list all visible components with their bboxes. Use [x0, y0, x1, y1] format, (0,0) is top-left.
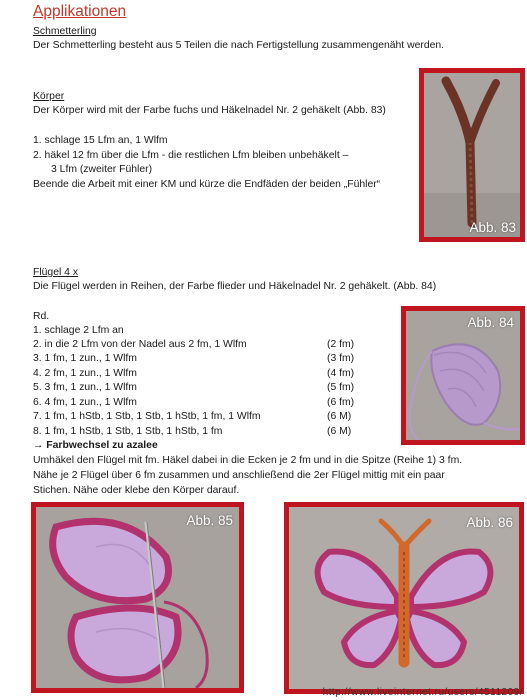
body-step-3: 3 Lfm (zweiter Fühler) [51, 164, 153, 175]
wing-row-result: (2 fm) [327, 339, 355, 350]
page-title: Applikationen [33, 3, 127, 20]
wing-row [33, 410, 373, 424]
body-step-2: 2. häkel 12 fm über die Lfm - die restlichen Lfm bleiben unbehäkelt – [33, 150, 349, 161]
wing-row [33, 381, 373, 395]
photo-label-abb-84: Abb. 84 [467, 315, 514, 330]
rd-label: Rd. [33, 311, 50, 322]
photo-abb-83 [419, 68, 525, 242]
watermark-url: http://www.liveinternet.ru/users/4511209/ [322, 687, 523, 698]
wing-row-result: (4 fm) [327, 368, 355, 379]
wings-description: Die Flügel werden in Reihen, der Farbe flieder und Häkelnadel Nr. 2 gehäkelt. (Abb. 84) [33, 281, 437, 292]
finish-line-3: Stichen. Nähe oder klebe den Körper darauf. [33, 485, 240, 496]
photo-label-abb-85: Abb. 85 [186, 513, 233, 528]
wing-row-text: 4. 2 fm, 1 zun., 1 Wlfm [33, 368, 137, 379]
wing-row-result: (6 M) [327, 426, 352, 437]
wing-row-result: (6 fm) [327, 397, 355, 408]
wings-heading: Flügel 4 x [33, 267, 79, 278]
finish-line-2: Nähe je 2 Flügel über 6 fm zusammen und anschließend die 2er Flügel mittig mit ein paar [33, 470, 445, 481]
wing-row-result: (3 fm) [327, 353, 355, 364]
intro-text: Der Schmetterling besteht aus 5 Teilen die nach Fertigstellung zusammengenäht werden. [33, 40, 445, 51]
photo-abb-85 [31, 502, 244, 693]
crochet-wing-image [406, 311, 520, 440]
wing-row [33, 324, 373, 338]
body-closing: Beende die Arbeit mit einer KM und kürze die Endfäden der beiden „Fühler“ [33, 179, 381, 190]
finish-line-1: Umhäkel den Flügel mit fm. Häkel dabei in die Ecken je 2 fm und in die Spitze (Reihe 1) 3 fm. [33, 455, 463, 466]
wing-row [33, 425, 373, 439]
photo-abb-84 [401, 306, 525, 445]
wing-row-text: 6. 4 fm, 1 zun., 1 Wlfm [33, 397, 137, 408]
color-change [33, 439, 158, 453]
wing-row [33, 367, 373, 381]
wing-row-text: 3. 1 fm, 1 zun., 1 Wlfm [33, 353, 137, 364]
wing-row-result: (5 fm) [327, 382, 355, 393]
crochet-body-image [424, 73, 520, 237]
wing-row [33, 352, 373, 366]
body-heading: Körper [33, 91, 65, 102]
photo-label-abb-86: Abb. 86 [466, 515, 513, 530]
crochet-butterfly-image [289, 507, 519, 689]
color-change-text: Farbwechsel zu azalee [46, 440, 158, 451]
wing-row-text: 8. 1 fm, 1 hStb, 1 Stb, 1 Stb, 1 hStb, 1 fm [33, 426, 223, 437]
wing-row-text: 7. 1 fm, 1 hStb, 1 Stb, 1 Stb, 1 hStb, 1 fm, 1 Wlfm [33, 411, 261, 422]
body-step-1: 1. schlage 15 Lfm an, 1 Wlfm [33, 135, 168, 146]
wing-row [33, 396, 373, 410]
wing-row-text: 2. in die 2 Lfm von der Nadel aus 2 fm, 1 Wlfm [33, 339, 247, 350]
wing-row-text: 5. 3 fm, 1 zun., 1 Wlfm [33, 382, 137, 393]
photo-label-abb-83: Abb. 83 [469, 220, 516, 235]
wing-row-text: 1. schlage 2 Lfm an [33, 325, 124, 336]
photo-abb-86 [284, 502, 524, 694]
crochet-wings-joined-image [36, 507, 239, 688]
arrow-right-icon: → [33, 440, 44, 451]
wing-row-result: (6 M) [327, 411, 352, 422]
wing-row [33, 338, 373, 352]
subtitle: Schmetterling [33, 26, 97, 37]
body-description: Der Körper wird mit der Farbe fuchs und Häkelnadel Nr. 2 gehäkelt (Abb. 83) [33, 105, 386, 116]
